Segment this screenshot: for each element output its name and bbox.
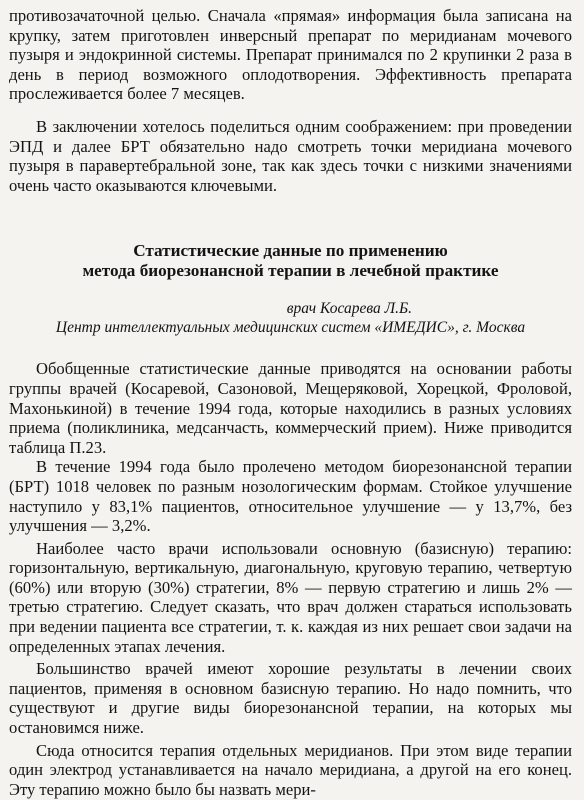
paragraph-contraception: противозачаточной целью. Сначала «прямая» информация была записана на крупку, затем приготовлен инверсный препарат по меридианам мочевого пузыря и эндокринной системы. Препарат принимался по 2 крупинки 2 раза в день в период возможного оплодотворения. Эффективность препарата прослеживается более 7 месяцев. [9, 6, 572, 104]
article-paragraph-4: Большинство врачей имеют хорошие результаты в лечении своих пациентов, применяя в основном базисную терапию. Но надо помнить, что существуют и другие виды биорезонансной терапии, на которых мы остановимся ниже. [9, 659, 572, 738]
article-paragraph-3: Наиболее часто врачи использовали основную (базисную) терапию: горизонтальную, вертикальную, диагональную, круговую терапию, четвертую (60%) или вторую (30%) стратегии, 8% — первую стратегию и лишь 2% — третью стратегию. Следует сказать, что врач должен стараться использовать при ведении пациента все стратегии, т. к. каждая из них решает свои задачи на определенных этапах лечения. [9, 538, 572, 656]
article-title-line-2: метода биорезонансной терапии в лечебной практике [82, 261, 499, 281]
article-paragraph-2: В течение 1994 года было пролечено методом биорезонансной терапии (БРТ) 1018 человек по разным нозологическим формам. Стойкое улучшение наступило у 83,1% пациентов, относительное улучшение — у 13,7%, без улучшения — 3,2%. [9, 457, 572, 536]
article-organization: Центр интеллектуальных медицинских систем «ИМЕДИС», г. Москва [55, 319, 526, 337]
article-author: врач Косарева Л.Б. [286, 300, 412, 318]
article-paragraph-5: Сюда относится терапия отдельных меридианов. При этом виде терапии один электрод устанавливается на начало меридиана, а другой на его конец. Эту терапию можно было бы назвать мери- [9, 740, 572, 799]
article-paragraph-1: Обобщенные статистические данные приводятся на основании работы группы врачей (Косаревой, Сазоновой, Мещеряковой, Хорецкой, Фроловой, Махонькиной) в течение 1994 года, которые находились в разных условиях приема (поликлиника, медсанчасть, коммерческий прием). Ниже приводится таблица П.23. [9, 359, 572, 457]
paragraph-conclusion: В заключении хотелось поделиться одним соображением: при проведении ЭПД и далее БРТ обязательно надо смотреть точки меридиана мочевого пузыря в паравертебральной зоне, так как здесь точки с низкими значениями очень часто оказываются ключевыми. [9, 116, 572, 195]
article-title-line-1: Статистические данные по применению [133, 241, 448, 261]
article-title [9, 241, 572, 281]
